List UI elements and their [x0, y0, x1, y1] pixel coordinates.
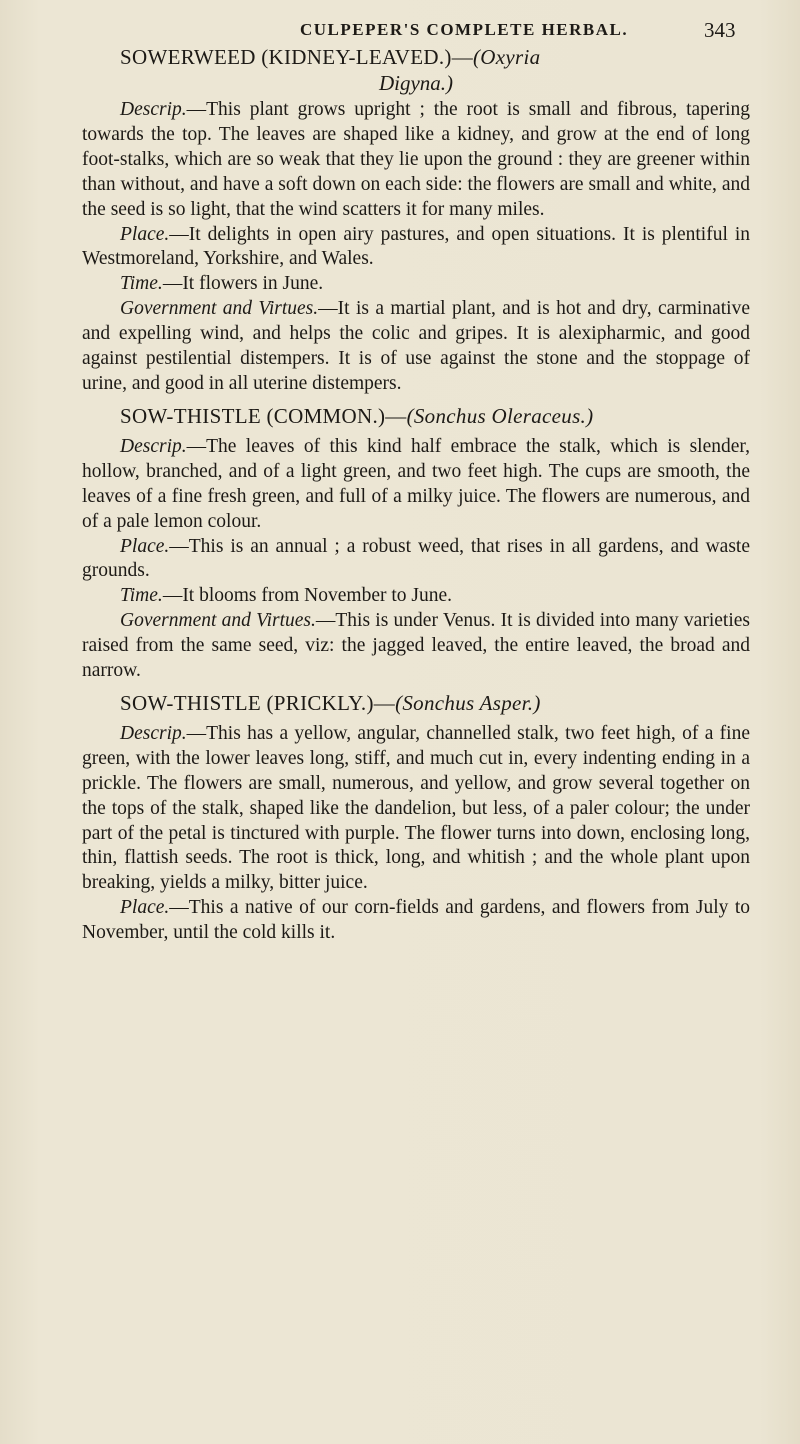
page-body [82, 44, 750, 946]
section-text: —It blooms from November to June. [162, 585, 453, 607]
entry-latin-name: (Sonchus Asper.) [395, 690, 541, 715]
section-text: —This a native of our corn-fields and gardens, and flowers from July to November, until the cold kills it. [82, 897, 750, 944]
entry-latin-name: (Sonchus Oleraceus.) [406, 403, 594, 428]
section-text: —This is an annual ; a robust weed, that rises in all gardens, and waste grounds. [82, 535, 750, 582]
section-label: Descrip. [120, 435, 187, 457]
paragraph-government [82, 609, 750, 684]
paragraph-time [82, 584, 750, 609]
page-number: 343 [704, 18, 736, 42]
entry-title-text: SOWERWEED (KIDNEY-LEAVED.)— [120, 45, 473, 69]
section-label: Government and Virtues. [120, 298, 319, 320]
section-label: Descrip. [120, 99, 187, 120]
paragraph-place [82, 223, 750, 273]
section-text: —It flowers in June. [162, 273, 324, 295]
paragraph-description [82, 722, 750, 896]
entry-latin-name: (Oxyria [473, 45, 541, 69]
entry-title-sow-thistle-prickly [82, 690, 750, 716]
section-label: Government and Virtues. [120, 610, 316, 632]
entry-title-text: SOW-THISTLE (COMMON.)— [120, 403, 407, 428]
entry-title-sowerweed [82, 44, 750, 70]
paragraph-description [82, 435, 750, 535]
section-text: —This plant grows upright ; the root is small and fibrous, tapering towards the top. The leaves are shaped like a kidney, and grow at the end of long foot-stalks, which are so weak that they lie upon the ground : they are greener within than without, and have a soft down on each side: the flowers are small and white, and the seed is so light, that the wind scatters it for many miles. [82, 99, 750, 220]
section-text: —This has a yellow, angular, channelled stalk, two feet high, of a fine green, with the lower leaves long, stiff, and much cut in, every indenting ending in a prickle. The flowers are small, numerous, and yellow, and grow several together on the tops of the stalk, shaped like the dandelion, but less, of a paler colour; the under part of the petal is tinctured with purple. The flower turns into down, enclosing long, thin, flattish seeds. The root is thick, long, and whitish ; and the whole plant upon breaking, yields a milky, bitter juice. [82, 722, 750, 894]
section-text: —This is under Venus. It is divided into many varieties raised from the same seed, viz: the jagged leaved, the entire leaved, the broad and narrow. [82, 610, 750, 682]
paragraph-place [82, 535, 750, 585]
entry-title-sow-thistle-common [82, 403, 750, 429]
entry-latin-continued: Digyna.) [378, 71, 454, 95]
section-label: Place. [120, 223, 170, 245]
paragraph-government [82, 297, 750, 397]
entry-title-text: SOW-THISTLE (PRICKLY.)— [120, 690, 396, 715]
section-label: Descrip. [120, 722, 187, 744]
section-text: —The leaves of this kind half embrace the stalk, which is slender, hollow, branched, and of a light green, and two feet high. The cups are smooth, the leaves of a fine fresh green, and full of a milky juice. The flowers are numerous, and of a pale lemon colour. [82, 435, 750, 532]
paragraph-place [82, 896, 750, 946]
running-head: CULPEPER'S COMPLETE HERBAL. [300, 20, 629, 39]
paragraph-time [82, 272, 750, 297]
section-text: —It is a martial plant, and is hot and dry, carminative and expelling wind, and helps the colic and gripes. It is alexipharmic, and good against pestilential distempers. It is of use against the stone and the stoppage of urine, and good in all uterine distempers. [82, 298, 750, 394]
section-text: —It delights in open airy pastures, and open situations. It is plentiful in Westmoreland, Yorkshire, and Wales. [82, 223, 750, 270]
section-label: Time. [120, 585, 163, 607]
section-label: Time. [120, 273, 163, 295]
section-label: Place. [120, 897, 170, 919]
section-label: Place. [120, 535, 170, 557]
paragraph-description [82, 98, 750, 223]
